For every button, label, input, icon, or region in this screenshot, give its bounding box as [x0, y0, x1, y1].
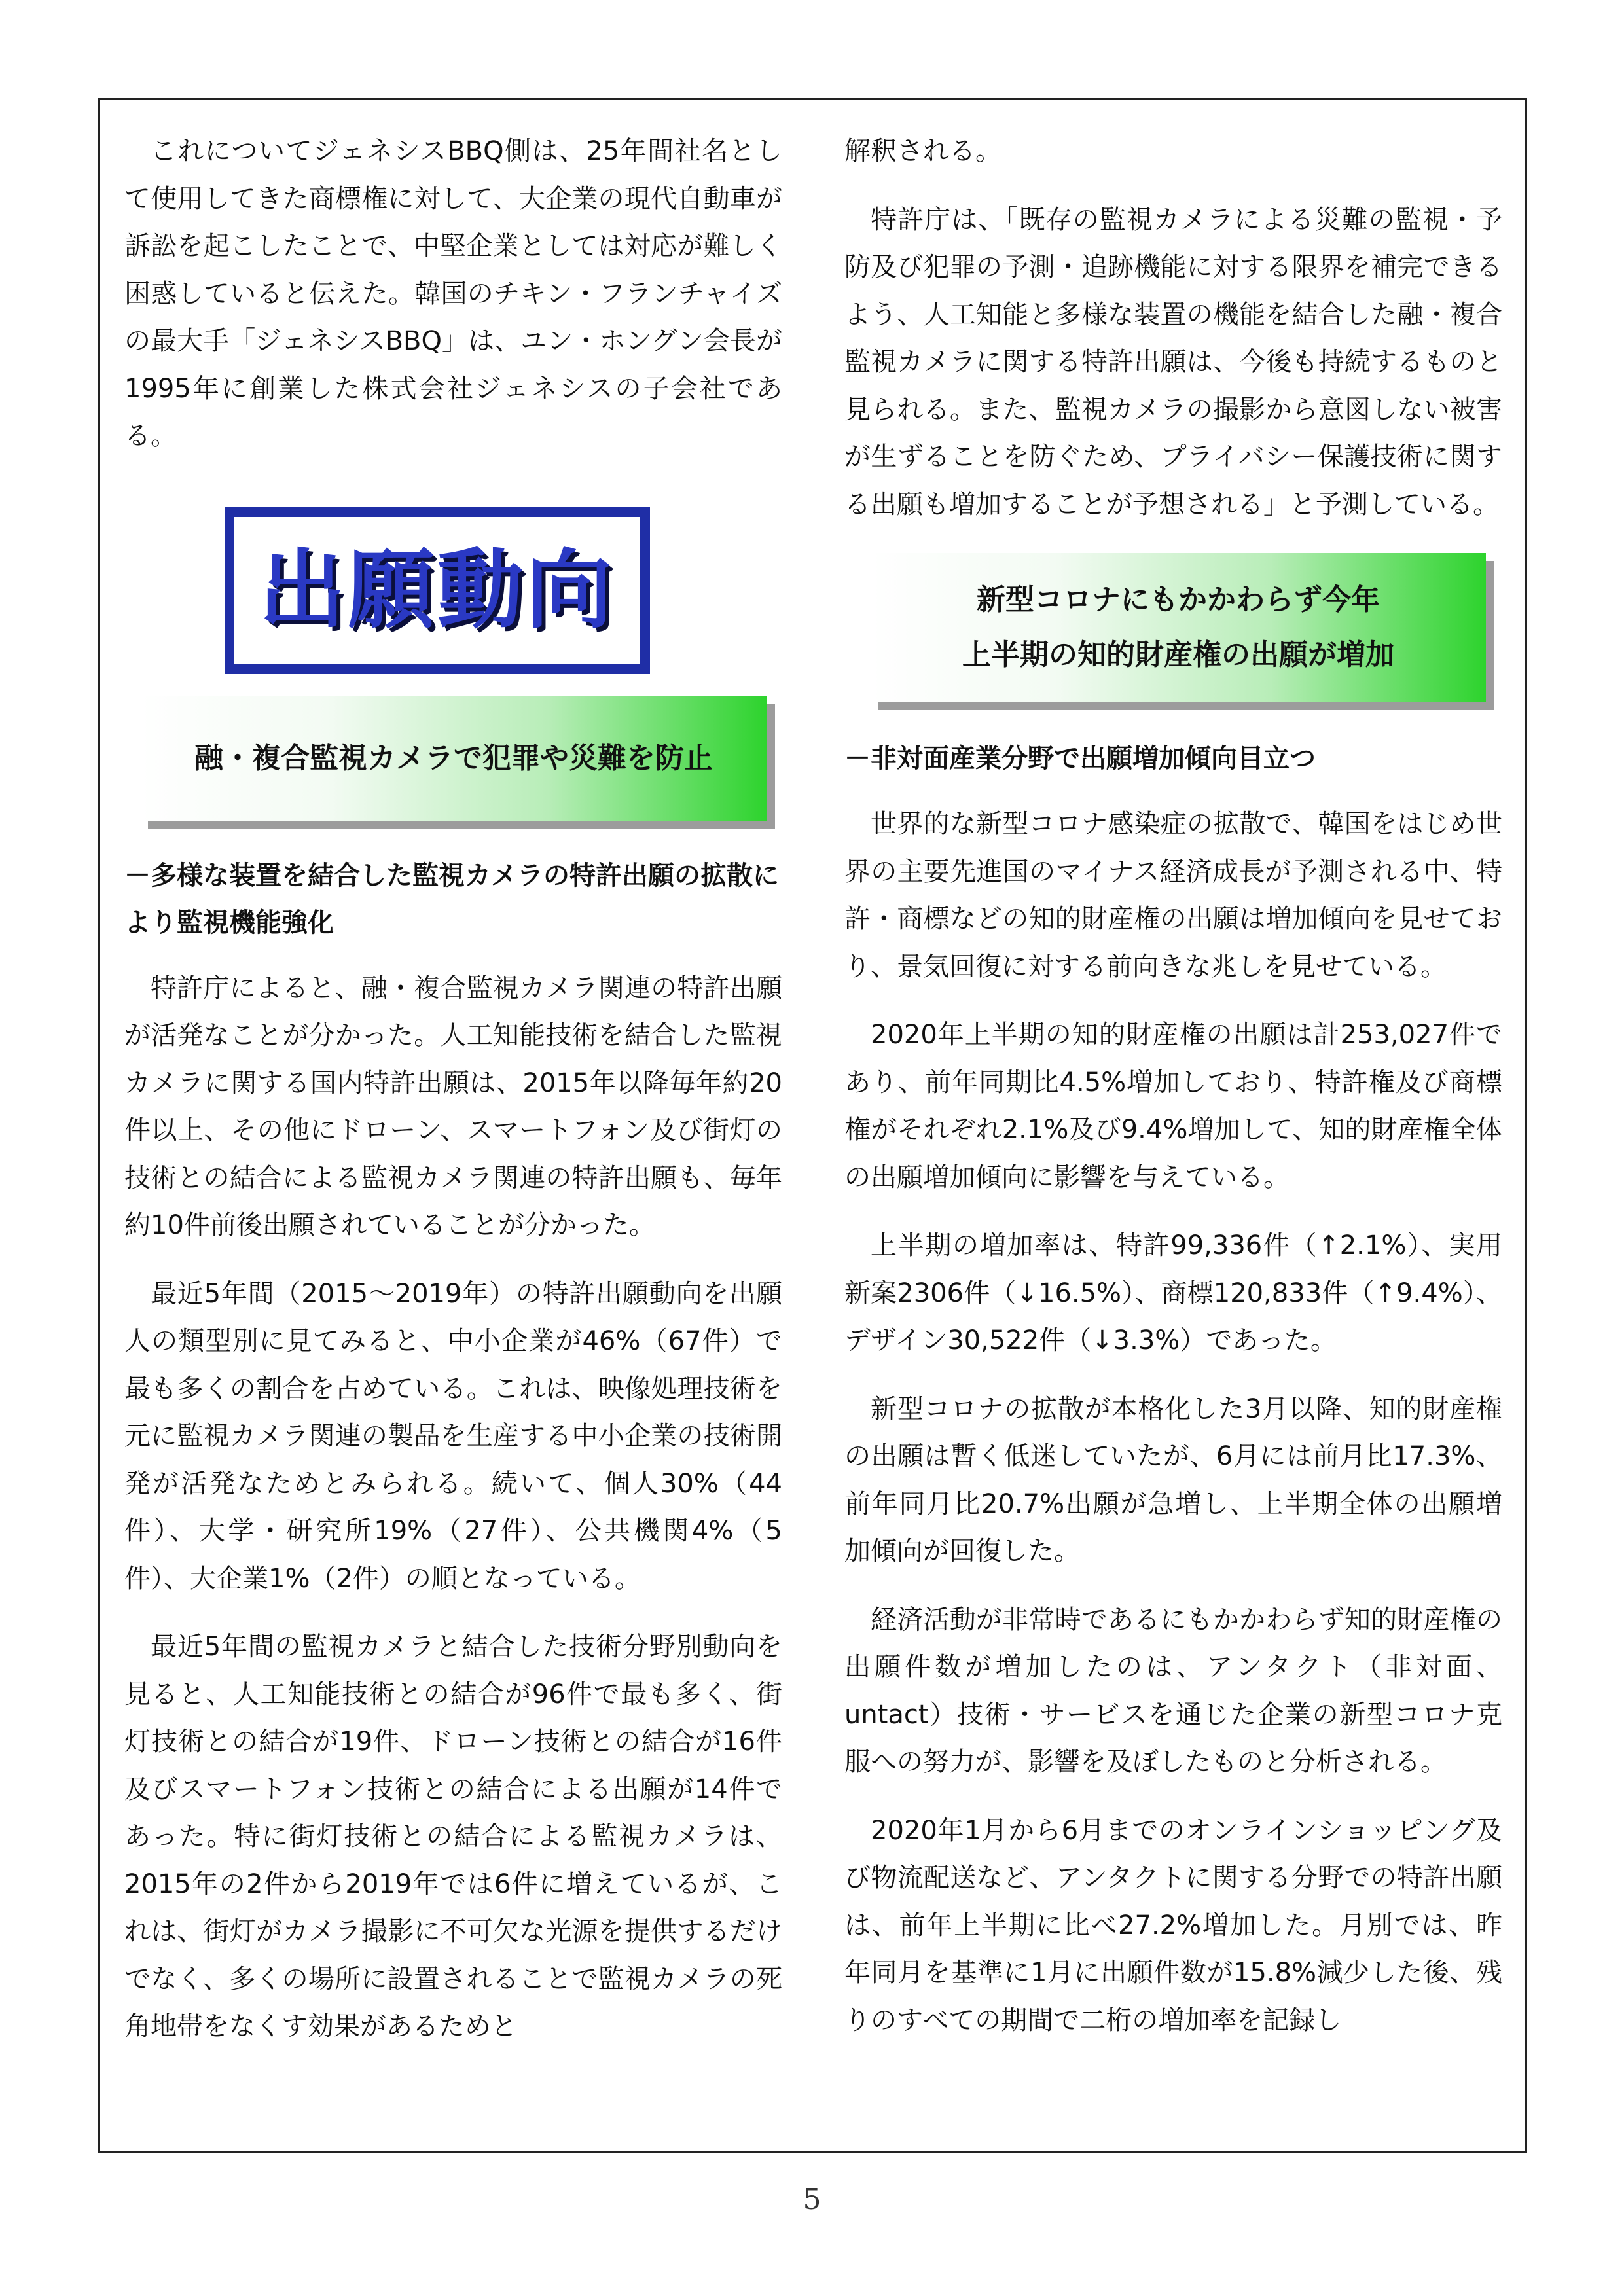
intro-paragraph: これについてジェネシスBBQ側は、25年間社名として使用してきた商標権に対して、大企業の現代自動車が訴訟を起こしたことで、中堅企業としては対応が難しく困惑していると伝えた。韓国のチキン・フランチャイズの最大手「ジェネシスBBQ」は、ユン・ホングン会長が1995年に創業した株式会社ジェネシスの子会社である。	[124, 136, 782, 451]
banner-line-1: 新型コロナにもかかわらず今年	[977, 583, 1380, 617]
article-subtitle: －非対面産業分野で出願増加傾向目立つ	[844, 744, 1316, 774]
paragraph: 上半期の増加率は、特許99,336件（↑2.1%）、実用新案2306件（↓16.5%）、商標120,833件（↑9.4%）、デザイン30,522件（↓3.3%）であった。	[844, 1230, 1502, 1355]
section-title: 出願動向	[259, 539, 615, 641]
paragraph: 最近5年間の監視カメラと結合した技術分野別動向を見ると、人工知能技術との結合が96件で最も多く、街灯技術との結合が19件、ドローン技術との結合が16件及びスマートフォン技術との結合による出願が14件であった。特に街灯技術との結合による監視カメラは、2015年の2件から2019年では6件に増えているが、これは、街灯がカメラ撮影に不可欠な光源を提供するだけでなく、多くの場所に設置されることで監視カメラの死角地帯をなくす効果があるためと	[124, 1632, 782, 2041]
left-column	[124, 128, 782, 2072]
article-banner-covid	[871, 553, 1486, 702]
paragraph: 世界的な新型コロナ感染症の拡散で、韓国をはじめ世界の主要先進国のマイナス経済成長が予測される中、特許・商標などの知的財産権の出願は増加傾向を見せており、景気回復に対する前向きな兆しを見せている。	[844, 809, 1502, 982]
continued-text: 解釈される。	[844, 136, 1001, 166]
paragraph: 2020年1月から6月までのオンラインショッピング及び物流配送など、アンタクトに関する分野での特許出願は、前年上半期に比べ27.2%増加した。月別では、昨年同月を基準に1月に出願件数が15.8%減少した後、残りのすべての期間で二桁の増加率を記録し	[844, 1815, 1502, 2036]
paragraph: 特許庁は、「既存の監視カメラによる災難の監視・予防及び犯罪の予測・追跡機能に対する限界を補完できるよう、人工知能と多様な装置の機能を結合した融・複合監視カメラに関する特許出願は、今後も持続するものと見られる。また、監視カメラの撮影から意図しない被害が生ずることを防ぐため、プライバシー保護技術に関する出願も増加することが予想される」と予測している。	[844, 204, 1502, 520]
page-number: 5	[803, 2183, 821, 2216]
paragraph: 新型コロナの拡散が本格化した3月以降、知的財産権の出願は暫く低迷していたが、6月には前月比17.3%、前年同月比20.7%出願が急増し、上半期全体の出願増加傾向が回復した。	[844, 1393, 1502, 1566]
banner-line-2: 上半期の知的財産権の出願が増加	[962, 638, 1394, 672]
banner-title: 融・複合監視カメラで犯罪や災難を防止	[194, 741, 713, 775]
section-title-box	[225, 507, 650, 674]
right-column	[844, 128, 1502, 2065]
paragraph: 経済活動が非常時であるにもかかわらず知的財産権の出願件数が増加したのは、アンタクト（非対面、untact）技術・サービスを通じた企業の新型コロナ克服への努力が、影響を及ぼしたものと分析される。	[844, 1604, 1502, 1777]
paragraph: 最近5年間（2015～2019年）の特許出願動向を出願人の類型別に見てみると、中小企業が46%（67件）で最も多くの割合を占めている。これは、映像処理技術を元に監視カメラ関連の製品を生産する中小企業の技術開発が活発なためとみられる。続いて、個人30%（44件）、大学・研究所19%（27件）、公共機関4%（5件）、大企業1%（2件）の順となっている。	[124, 1278, 782, 1594]
paragraph: 特許庁によると、融・複合監視カメラ関連の特許出願が活発なことが分かった。人工知能技術を結合した監視カメラに関する国内特許出願は、2015年以降毎年約20件以上、その他にドローン、スマートフォン及び街灯の技術との結合による監視カメラ関連の特許出願も、毎年約10件前後出願されていることが分かった。	[124, 973, 782, 1240]
paragraph: 2020年上半期の知的財産権の出願は計253,027件であり、前年同期比4.5%増加しており、特許権及び商標権がそれぞれ2.1%及び9.4%増加して、知的財産権全体の出願増加傾向に影響を与えている。	[844, 1020, 1502, 1193]
article-subtitle: －多様な装置を結合した監視カメラの特許出願の拡散により監視機能強化	[124, 860, 779, 938]
article-banner-camera	[140, 696, 767, 821]
